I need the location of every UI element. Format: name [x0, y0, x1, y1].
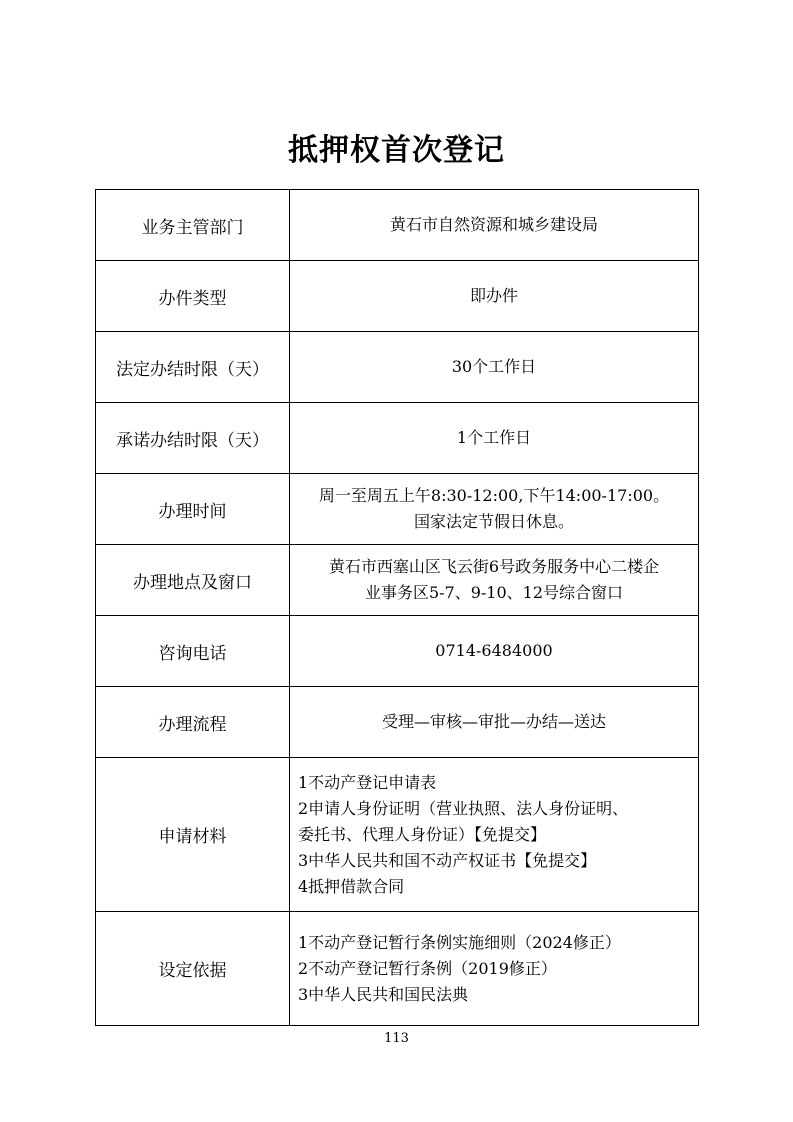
row-label: 设定依据: [96, 912, 290, 1026]
row-value: [290, 912, 699, 1026]
row-value: [290, 190, 699, 261]
row-label: 办理地点及窗口: [96, 545, 290, 616]
value-line: 1不动产登记暂行条例实施细则（2024修正）: [298, 932, 621, 952]
value-line: 30个工作日: [451, 357, 537, 376]
service-info-table: [95, 189, 699, 1026]
table-row-location: [96, 545, 699, 616]
table-row-promised-time-limit: [96, 403, 699, 474]
value-line: 受理—审核—审批—办结—送达: [381, 712, 606, 731]
table-row-office-hours: [96, 474, 699, 545]
row-value: [290, 474, 699, 545]
row-value: [290, 403, 699, 474]
value-line: 周一至周五上午8:30-12:00,下午14:00-17:00。: [318, 486, 670, 505]
page-number: 113: [384, 1031, 409, 1046]
value-line: 0714-6484000: [435, 641, 553, 660]
table-row-department: [96, 190, 699, 261]
row-value: [290, 261, 699, 332]
value-line: 3中华人民共和国不动产权证书【免提交】: [298, 850, 597, 870]
table-row-phone: [96, 616, 699, 687]
row-label: 申请材料: [96, 758, 290, 912]
table-row-materials: [96, 758, 699, 912]
value-line: 4抵押借款合同: [298, 876, 405, 896]
row-value: [290, 332, 699, 403]
value-line: 1个工作日: [456, 428, 532, 447]
value-line: 即办件: [469, 286, 518, 305]
row-label: 法定办结时限（天）: [96, 332, 290, 403]
value-line: 黄石市自然资源和城乡建设局: [389, 215, 598, 234]
value-line: 2不动产登记暂行条例（2019修正）: [298, 958, 557, 978]
value-line: 黄石市西塞山区飞云街6号政务服务中心二楼企: [328, 557, 660, 576]
value-line: 委托书、代理人身份证）【免提交】: [298, 824, 547, 844]
row-value: [290, 758, 699, 912]
row-label: 办理时间: [96, 474, 290, 545]
table-row-legal-time-limit: [96, 332, 699, 403]
value-line: 3中华人民共和国民法典: [298, 984, 469, 1004]
table-row-case-type: [96, 261, 699, 332]
table-row-legal-basis: [96, 912, 699, 1026]
value-line: 国家法定节假日休息。: [413, 512, 574, 531]
row-value: [290, 616, 699, 687]
row-label: 咨询电话: [96, 616, 290, 687]
row-label: 办件类型: [96, 261, 290, 332]
row-label: 业务主管部门: [96, 190, 290, 261]
value-line: 业事务区5-7、9-10、12号综合窗口: [364, 583, 624, 602]
value-line: 2申请人身份证明（营业执照、法人身份证明、: [298, 798, 629, 818]
value-line: 1不动产登记申请表: [298, 772, 437, 792]
row-label: 承诺办结时限（天）: [96, 403, 290, 474]
row-label: 办理流程: [96, 687, 290, 758]
table-row-process: [96, 687, 699, 758]
page-title: 抵押权首次登记: [288, 133, 505, 168]
row-value: [290, 687, 699, 758]
row-value: [290, 545, 699, 616]
